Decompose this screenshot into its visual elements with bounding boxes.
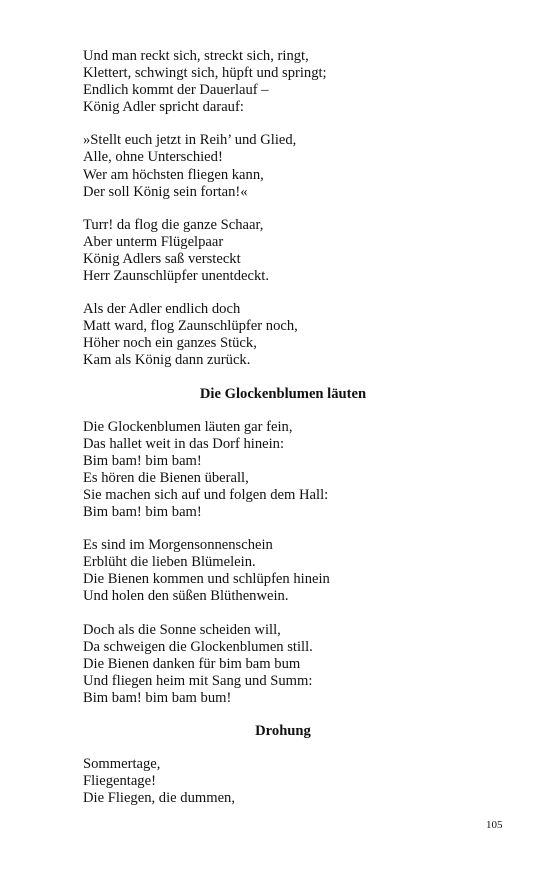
verse-line: Kam als König dann zurück.: [83, 352, 251, 369]
verse-line: Als der Adler endlich doch: [83, 301, 241, 318]
verse-line: Höher noch ein ganzes Stück,: [83, 335, 257, 352]
verse-line: Doch als die Sonne scheiden will,: [83, 621, 281, 638]
stanza: [83, 217, 483, 285]
verse-line: Turr! da flog die ganze Schaar,: [83, 216, 264, 233]
stanza: [83, 537, 483, 605]
verse-line: Matt ward, flog Zaunschlüpfer noch,: [83, 318, 298, 335]
verse-line: Das hallet weit in das Dorf hinein:: [83, 435, 285, 452]
stanza: [83, 48, 483, 116]
verse-line: Bim bam! bim bam bum!: [83, 689, 232, 706]
verse-line: Die Bienen kommen und schlüpfen hinein: [83, 571, 330, 588]
poem-section: [83, 723, 483, 807]
verse-line: Bim bam! bim bam!: [83, 452, 202, 469]
stanza: [83, 301, 483, 369]
verse-line: König Adlers saß versteckt: [83, 250, 241, 267]
verse-line: Die Bienen danken für bim bam bum: [83, 655, 301, 672]
verse-line: Wer am höchsten fliegen kann,: [83, 166, 264, 183]
verse-line: Fliegentage!: [83, 773, 156, 790]
poem-title: Drohung: [255, 723, 311, 739]
verse-line: Sie machen sich auf und folgen dem Hall:: [83, 486, 329, 503]
verse-line: Herr Zaunschlüpfer unentdeckt.: [83, 268, 269, 285]
verse-line: Die Glockenblumen läuten gar fein,: [83, 418, 293, 435]
poem-section: [83, 386, 483, 708]
page-body: [83, 48, 483, 823]
verse-line: Endlich kommt der Dauerlauf –: [83, 82, 269, 99]
verse-line: Erblüht die lieben Blümelein.: [83, 554, 256, 571]
verse-line: König Adler spricht darauf:: [83, 99, 244, 116]
verse-line: Es hören die Bienen überall,: [83, 469, 249, 486]
verse-line: Klettert, schwingt sich, hüpft und springt;: [83, 65, 327, 82]
verse-line: Der soll König sein fortan!«: [83, 183, 248, 200]
verse-line: Aber unterm Flügelpaar: [83, 233, 224, 250]
verse-line: Da schweigen die Glockenblumen still.: [83, 638, 313, 655]
page-number: 105: [486, 819, 503, 831]
verse-line: »Stellt euch jetzt in Reih’ und Glied,: [83, 132, 297, 149]
stanza: [83, 419, 483, 522]
verse-line: Bim bam! bim bam!: [83, 504, 202, 521]
verse-line: Und man reckt sich, streckt sich, ringt,: [83, 48, 309, 64]
verse-line: Sommertage,: [83, 756, 161, 773]
verse-line: Und fliegen heim mit Sang und Summ:: [83, 672, 313, 689]
stanza: [83, 132, 483, 200]
stanza: [83, 756, 483, 807]
verse-line: Die Fliegen, die dummen,: [83, 790, 235, 807]
verse-line: Es sind im Morgensonnenschein: [83, 537, 273, 554]
poem-title: Die Glockenblumen läuten: [199, 385, 367, 402]
stanza: [83, 622, 483, 707]
verse-line: Alle, ohne Unterschied!: [83, 149, 223, 166]
verse-line: Und holen den süßen Blüthenwein.: [83, 588, 289, 605]
poem-section: [83, 48, 483, 370]
